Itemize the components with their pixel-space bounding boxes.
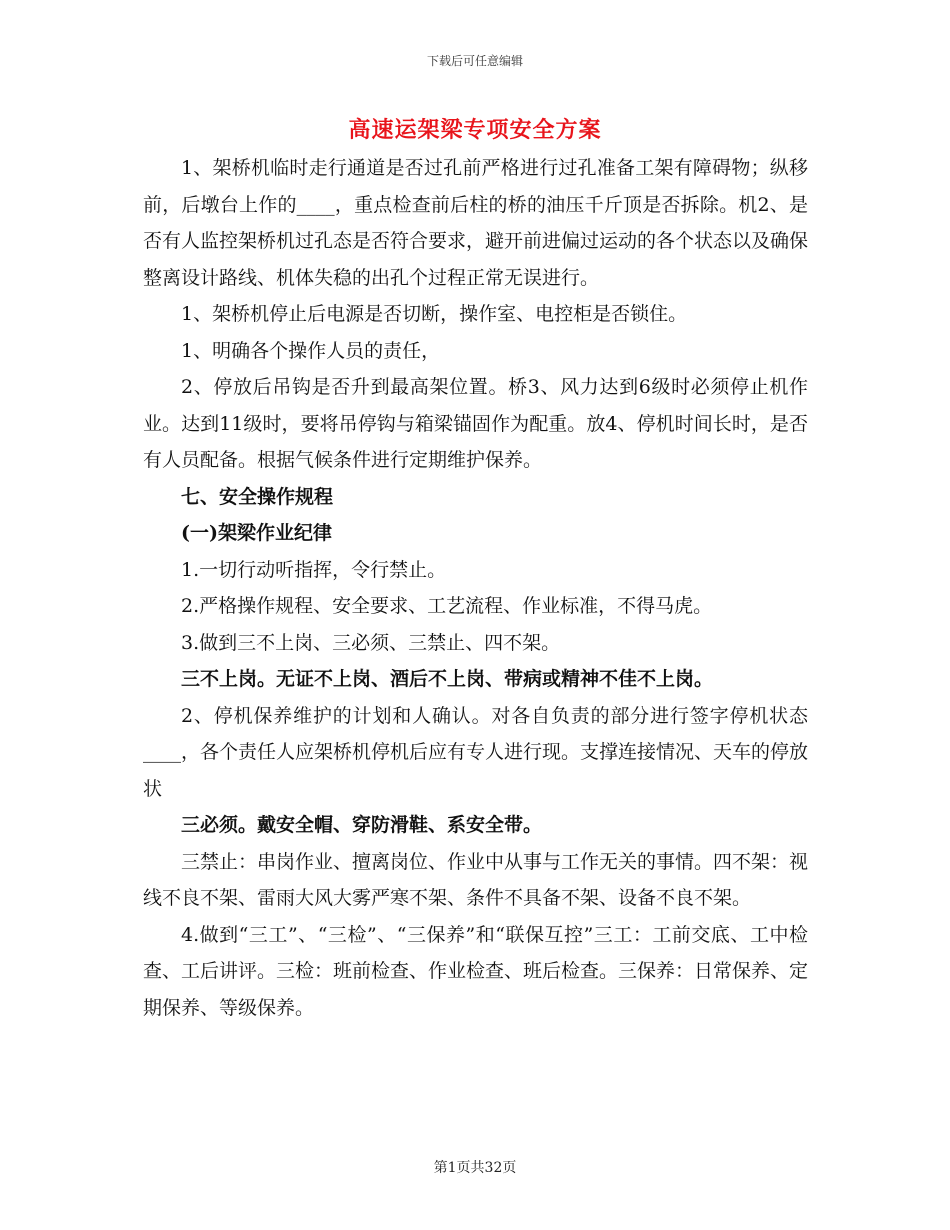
page-number: 第1页共32页 [433, 1160, 517, 1176]
rule-item-1: 1.一切行动听指挥，令行禁止。 [181, 558, 447, 581]
paragraph-3: 1、明确各个操作人员的责任， [181, 339, 441, 362]
rule-item-4: 4.做到“三工”、“三检”、“三保养”和“联保互控”三工：工前交底、工中检查、工后讲评。三检：班前检查、作业检查、班后检查。三保养：日常保养、定期保养、等级保养。 [143, 923, 809, 1019]
header-note: 下载后可任意编辑 [426, 54, 523, 68]
three-prohibitions: 三禁止：串岗作业、擅离岗位、作业中从事与工作无关的事情。四不架：视线不良不架、雷雨大风大雾严寒不架、条件不具备不架、设备不良不架。 [143, 850, 809, 909]
three-musts: 三必须。戴安全帽、穿防滑鞋、系安全带。 [181, 814, 543, 836]
paragraph-maintenance: 2、停机保养维护的计划和人确认。对各自负责的部分进行签字停机状态____，各个责任人应架桥机停机后应有专人进行现。支撑连接情况、天车的停放状 [143, 704, 809, 800]
subsection-heading-1: (一)架梁作业纪律 [181, 522, 332, 544]
rule-item-3: 3.做到三不上岗、三必须、三禁止、四不架。 [181, 631, 561, 654]
paragraph-4: 2、停放后吊钩是否升到最高架位置。桥3、风力达到6级时必须停止机作业。达到11级时，要将吊停钩与箱梁锚固作为配重。放4、停机时间长时，是否有人员配备。根据气候条件进行定期维护保养。 [143, 376, 808, 471]
paragraph-2: 1、架桥机停止后电源是否切断，操作室、电控柜是否锁住。 [181, 303, 688, 325]
document-title: 高速运架梁专项安全方案 [348, 117, 602, 143]
document-body [143, 150, 808, 1026]
rule-item-2: 2.严格操作规程、安全要求、工艺流程、作业标准，不得马虎。 [181, 595, 713, 617]
paragraph-1: 1、架桥机临时走行通道是否过孔前严格进行过孔准备工架有障碍物；纵移前，后墩台上作的____，重点检查前后柱的桥的油压千斤顶是否拆除。机2、是否有人监控架桥机过孔态是否符合要求，避开前进偏过运动的各个状态以及确保整离设计路线、机体失稳的出孔个过程正常无误进行。 [143, 157, 809, 289]
section-heading-7: 七、安全操作规程 [181, 485, 334, 508]
three-no-posts: 三不上岗。无证不上岗、酒后不上岗、带病或精神不佳不上岗。 [181, 668, 714, 690]
